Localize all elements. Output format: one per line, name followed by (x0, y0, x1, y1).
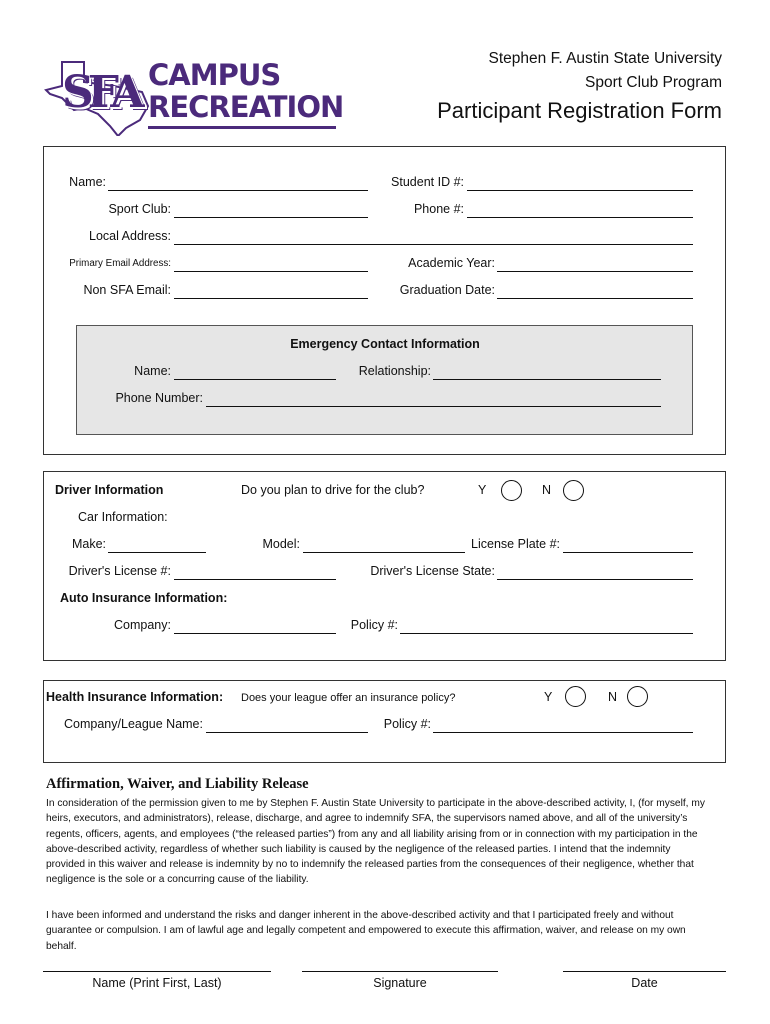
waiver-line: provided in this waiver and release is indemnity by no to indemnify the released parties from the consequences of their negligence, whether that (46, 859, 694, 871)
form-title: Participant Registration Form (437, 98, 722, 123)
waiver-line: guarantee or compulsion. I am of lawful age and legally competent and empowered to execute this affirmation, waiver, and release on my own (46, 925, 686, 937)
health-policy-field[interactable] (433, 732, 693, 733)
waiver-line: regents, officers, agents, and employees (“the released parties”) from any and all liability arising from or in connection with my participation in the (46, 828, 698, 840)
relationship-field[interactable] (433, 379, 661, 380)
graduation-date-label: Graduation Date: (399, 283, 495, 297)
local-address-label: Local Address: (89, 229, 171, 243)
primary-email-label: Primary Email Address: (69, 258, 171, 269)
waiver-line: behalf. (46, 940, 77, 952)
signature-field[interactable] (302, 971, 498, 972)
emergency-phone-field[interactable] (206, 406, 661, 407)
emergency-phone-label: Phone Number: (115, 391, 203, 405)
relationship-label: Relationship: (358, 364, 431, 378)
logo-recreation-text: RECREATION (148, 90, 344, 124)
health-insurance-title: Health Insurance Information: (46, 690, 224, 704)
local-address-field[interactable] (174, 244, 693, 245)
drivers-license-field[interactable] (174, 579, 336, 580)
company-league-field[interactable] (206, 732, 368, 733)
company-league-label: Company/League Name: (64, 717, 203, 731)
auto-policy-label: Policy #: (350, 618, 398, 632)
waiver-line: In consideration of the permission given to me by Stephen F. Austin State University to participate in the above-described activity, I, (for myself, my (46, 798, 705, 809)
health-no-label: N (608, 690, 618, 704)
auto-company-label: Company: (114, 618, 171, 632)
sfa-monogram: SFA (62, 67, 139, 118)
drivers-license-state-field[interactable] (497, 579, 693, 580)
sport-club-field[interactable] (174, 217, 368, 218)
auto-policy-field[interactable] (400, 633, 693, 634)
academic-year-field[interactable] (497, 271, 693, 272)
drive-question: Do you plan to drive for the club? (241, 483, 425, 497)
print-name-label: Name (Print First, Last) (92, 976, 222, 990)
logo-underline (148, 126, 336, 129)
academic-year-label: Academic Year: (408, 256, 495, 270)
waiver-paragraph-2 (46, 908, 728, 954)
waiver-paragraph-1 (46, 796, 728, 888)
phone-field[interactable] (467, 217, 693, 218)
drivers-license-label: Driver's License #: (68, 564, 171, 578)
program-name: Sport Club Program (585, 74, 722, 91)
student-id-field[interactable] (467, 190, 693, 191)
drive-yes-label: Y (478, 483, 487, 497)
date-label: Date (631, 976, 658, 990)
make-field[interactable] (108, 552, 206, 553)
health-yes-radio[interactable] (565, 686, 586, 707)
driver-info-title: Driver Information (55, 483, 164, 497)
waiver-line: negligence is the sole or a concurring cause of the liability. (46, 874, 309, 886)
drivers-license-state-label: Driver's License State: (370, 564, 495, 578)
waiver-line: above-described activity, regardless of whether such liability is caused by the negligence of the released parties. I intend that the indemnity (46, 843, 671, 855)
non-sfa-email-label: Non SFA Email: (83, 283, 171, 297)
waiver-line: I have been informed and understand the risks and danger inherent in the above-described activity and that I participated freely and without (46, 910, 674, 921)
emergency-contact-title: Emergency Contact Information (290, 337, 480, 351)
license-plate-field[interactable] (563, 552, 693, 553)
student-id-label: Student ID #: (391, 175, 464, 189)
drive-no-label: N (542, 483, 552, 497)
emergency-name-label: Name: (134, 364, 171, 378)
waiver-line: heirs, executors, and administrators), release, discharge, and agree to indemnify SFA, the supervisors named above, and all of the university’s (46, 813, 688, 825)
logo (44, 52, 344, 140)
emergency-name-field[interactable] (174, 379, 336, 380)
model-label: Model: (262, 537, 300, 551)
name-field[interactable] (108, 190, 368, 191)
waiver-title: Affirmation, Waiver, and Liability Release (46, 776, 309, 792)
drive-yes-radio[interactable] (501, 480, 522, 501)
make-label: Make: (71, 537, 106, 551)
logo-campus-text: CAMPUS (148, 58, 281, 92)
league-insurance-question: Does your league offer an insurance policy? (241, 692, 456, 704)
print-name-field[interactable] (43, 971, 271, 972)
primary-email-field[interactable] (174, 271, 368, 272)
car-info-label: Car Information: (78, 510, 168, 524)
health-yes-label: Y (544, 690, 553, 704)
phone-label: Phone #: (413, 202, 464, 216)
model-field[interactable] (303, 552, 465, 553)
university-name: Stephen F. Austin State University (488, 50, 722, 67)
health-policy-label: Policy #: (383, 717, 431, 731)
drive-no-radio[interactable] (563, 480, 584, 501)
name-label: Name: (69, 175, 106, 189)
auto-company-field[interactable] (174, 633, 336, 634)
auto-insurance-label: Auto Insurance Information: (60, 591, 228, 605)
graduation-date-field[interactable] (497, 298, 693, 299)
date-field[interactable] (563, 971, 726, 972)
sport-club-label: Sport Club: (108, 202, 171, 216)
non-sfa-email-field[interactable] (174, 298, 368, 299)
signature-label: Signature (373, 976, 427, 990)
health-no-radio[interactable] (627, 686, 648, 707)
license-plate-label: License Plate #: (471, 537, 560, 551)
